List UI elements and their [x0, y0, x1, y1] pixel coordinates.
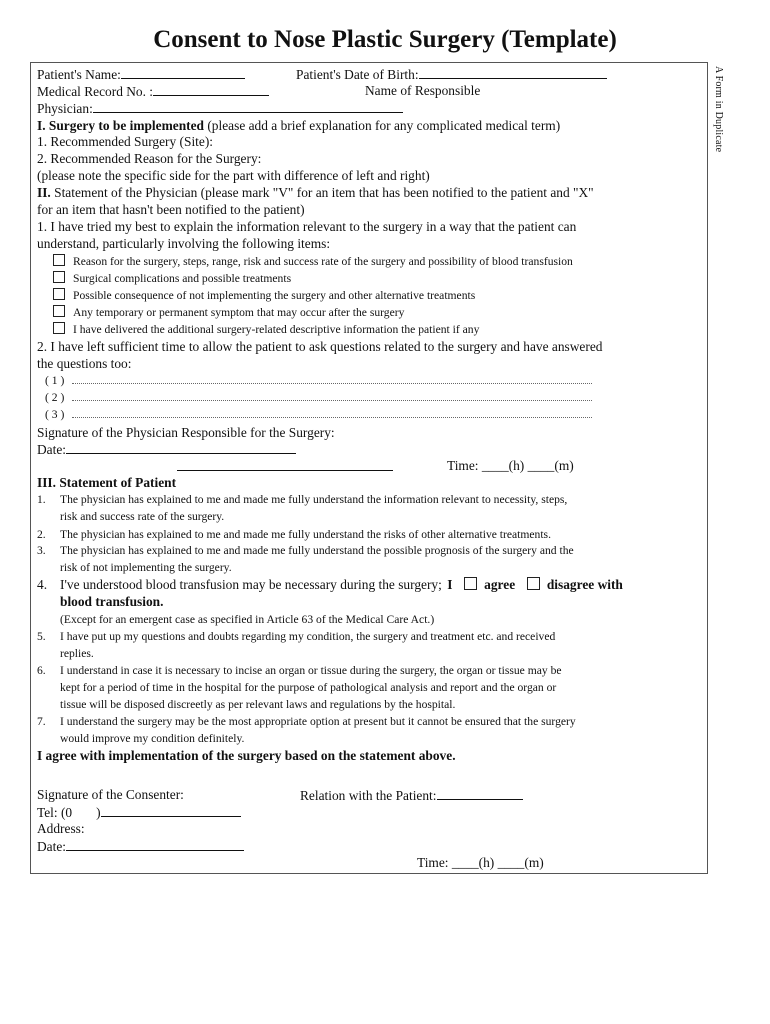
medical-record-label: Medical Record No. : — [37, 84, 154, 99]
question-row: ( 2 ) — [45, 390, 592, 406]
section2-heading: II. Statement of the Physician (please mark "V" for an item that has been notified to the patient and "X" — [37, 185, 594, 200]
checklist-item: I have delivered the additional surgery-related descriptive information the patient if any — [53, 322, 479, 338]
physician-date-field[interactable] — [66, 441, 296, 454]
physician-signature-line[interactable] — [177, 470, 393, 471]
item-number: 1. — [37, 493, 46, 506]
statement-line: risk of not implementing the surgery. — [60, 561, 232, 574]
section1-heading: I. Surgery to be implemented (please add a brief explanation for any complicated medical term) — [37, 118, 561, 133]
side-note-line: (please note the specific side for the part with difference of left and right) — [37, 168, 430, 183]
checkbox[interactable] — [53, 305, 65, 317]
statement-line: tissue will be disposed discreetly as per relevant laws and regulations by the hospital. — [60, 698, 456, 711]
patient-name-field[interactable] — [121, 66, 245, 79]
agreement-statement: I agree with implementation of the surgery based on the statement above. — [37, 748, 456, 763]
section2-item1-line1: 1. I have tried my best to explain the information relevant to the surgery in a way that the patient can — [37, 219, 577, 234]
physician-date-label: Date: — [37, 442, 66, 457]
physician-time: Time: ____(h) ____(m) — [447, 458, 574, 473]
physician-signature-label: Signature of the Physician Responsible for the Surgery: — [37, 425, 335, 440]
physician-field[interactable] — [93, 100, 403, 113]
checklist-item: Possible consequence of not implementing the surgery and other alternative treatments — [53, 288, 475, 304]
question-row: ( 3 ) — [45, 407, 592, 423]
item-number: 6. — [37, 664, 46, 677]
checkbox[interactable] — [53, 288, 65, 300]
patient-name-label: Patient's Name: — [37, 67, 121, 82]
section2-item2-line2: the questions too: — [37, 356, 132, 371]
consenter-date-label: Date: — [37, 839, 66, 854]
recommended-reason: 2. Recommended Reason for the Surgery: — [37, 151, 262, 166]
checklist-item: Surgical complications and possible treatments — [53, 271, 291, 287]
checklist-item: Reason for the surgery, steps, range, risk and success rate of the surgery and possibility of blood transfusion — [53, 254, 573, 270]
patient-dob-label: Patient's Date of Birth: — [296, 67, 419, 82]
physician-row — [37, 100, 403, 117]
question-field[interactable] — [72, 373, 592, 384]
statement-line: The physician has explained to me and made me fully understand the risks of other alternative treatments. — [60, 528, 551, 541]
tel-label: Tel: (0 — [37, 805, 73, 820]
statement-line: I have put up my questions and doubts regarding my condition, the surgery and treatment etc. and received — [60, 630, 556, 643]
statement-line: kept for a period of time in the hospital for the purpose of pathological analysis and report and the organ or — [60, 681, 557, 694]
name-responsible-label: Name of Responsible — [365, 83, 481, 98]
item-number: 5. — [37, 630, 46, 643]
tel-row: Tel: (0 ) — [37, 804, 241, 821]
relation-row — [300, 787, 523, 804]
statement-line: would improve my condition definitely. — [60, 732, 245, 745]
form-title: Consent to Nose Plastic Surgery (Template) — [153, 26, 617, 53]
item-number: 2. — [37, 528, 46, 541]
statement-line: I understand the surgery may be the most appropriate option at present but it cannot be ensured that the surgery — [60, 715, 576, 728]
section2-item1-line2: understand, particularly involving the following items: — [37, 236, 331, 251]
recommended-surgery: 1. Recommended Surgery (Site): — [37, 134, 214, 149]
physician-label: Physician: — [37, 101, 93, 116]
checkbox[interactable] — [53, 271, 65, 283]
section3-heading: III. Statement of Patient — [37, 475, 177, 490]
section2-heading-line2: for an item that hasn't been notified to the patient) — [37, 202, 305, 217]
address-label: Address: — [37, 821, 85, 836]
section2-item2-line1: 2. I have left sufficient time to allow the patient to ask questions related to the surgery and have answered — [37, 339, 603, 354]
physician-date-row — [37, 441, 296, 458]
question-field[interactable] — [72, 407, 592, 418]
consenter-signature-label: Signature of the Consenter: — [37, 787, 184, 802]
question-row: ( 1 ) — [45, 373, 592, 389]
patient-name-row — [37, 66, 245, 83]
tel-field[interactable] — [101, 804, 241, 817]
medical-record-field[interactable] — [153, 83, 269, 96]
patient-dob-field[interactable] — [419, 66, 607, 79]
checkbox[interactable] — [53, 254, 65, 266]
relation-label: Relation with the Patient: — [300, 788, 437, 803]
medical-record-row — [37, 83, 269, 100]
agree-checkbox[interactable] — [464, 577, 477, 590]
item-number: 4. — [37, 577, 48, 592]
statement-line: replies. — [60, 647, 94, 660]
question-field[interactable] — [72, 390, 592, 401]
consenter-date-row — [37, 838, 244, 855]
statement-line: risk and success rate of the surgery. — [60, 510, 225, 523]
statement-line: The physician has explained to me and made me fully understand the possible prognosis of the surgery and the — [60, 544, 574, 557]
checkbox[interactable] — [53, 322, 65, 334]
consenter-date-field[interactable] — [66, 838, 244, 851]
checklist-item: Any temporary or permanent symptom that may occur after the surgery — [53, 305, 404, 321]
statement-line: I understand in case it is necessary to incise an organ or tissue during the surgery, the organ or tissue may be — [60, 664, 562, 677]
transfusion-note: (Except for an emergent case as specified in Article 63 of the Medical Care Act.) — [60, 613, 435, 626]
item-number: 7. — [37, 715, 46, 728]
relation-field[interactable] — [437, 787, 523, 800]
disagree-checkbox[interactable] — [527, 577, 540, 590]
transfusion-line2: blood transfusion. — [60, 594, 164, 609]
statement-line: The physician has explained to me and made me fully understand the information relevant to necessity, steps, — [60, 493, 568, 506]
side-note: A Form in Duplicate — [713, 66, 724, 153]
patient-dob-row — [296, 66, 607, 83]
transfusion-statement: I've understood blood transfusion may be necessary during the surgery; I agree disagree with — [60, 577, 623, 592]
item-number: 3. — [37, 544, 46, 557]
consenter-time: Time: ____(h) ____(m) — [417, 855, 544, 870]
